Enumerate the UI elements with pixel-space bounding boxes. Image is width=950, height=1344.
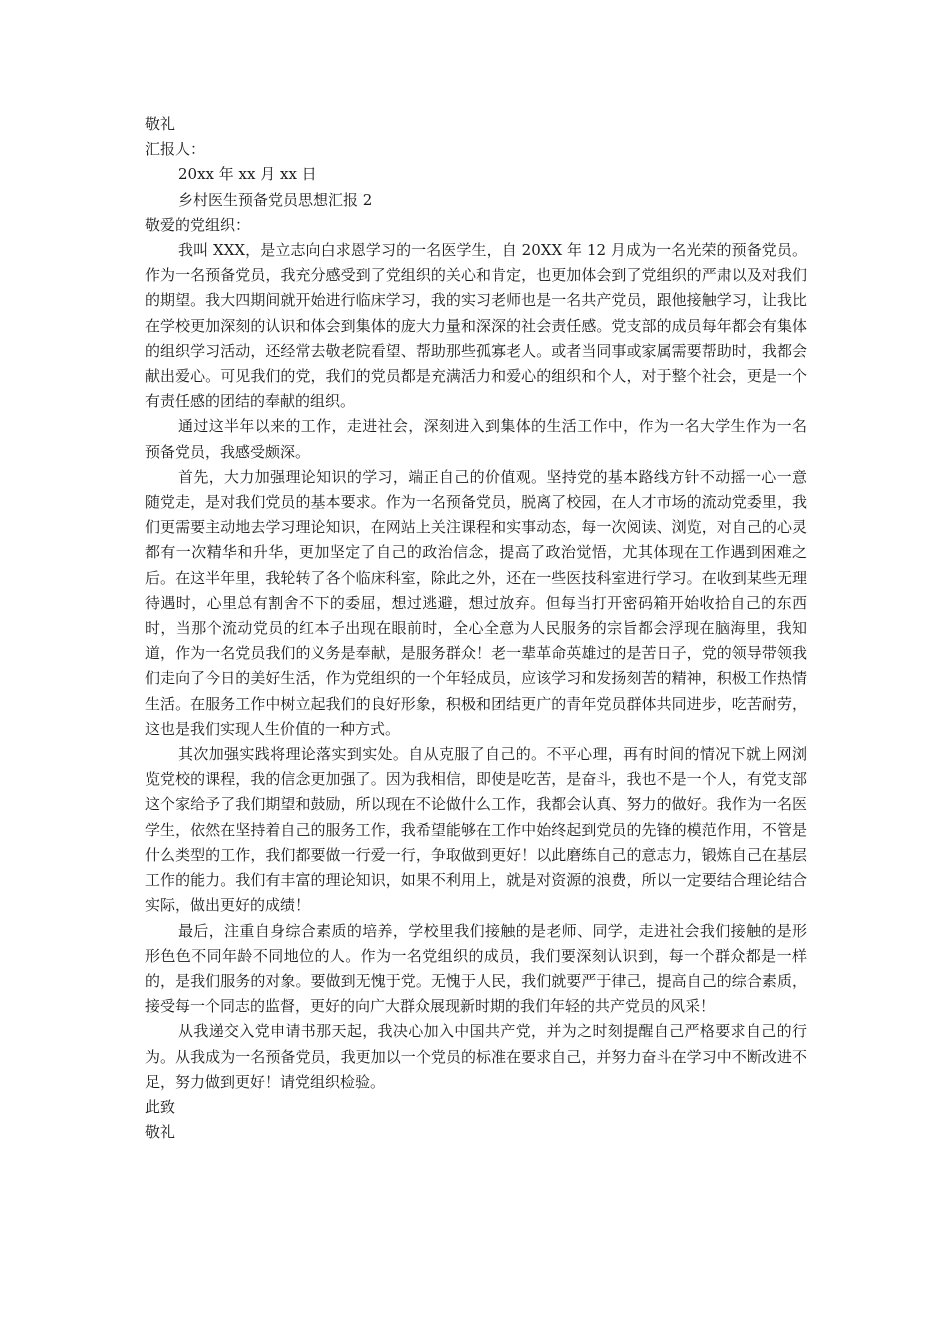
- paragraph-2: 通过这半年以来的工作，走进社会，深刻进入到集体的生活工作中，作为一名大学生作为一名预备党员，我感受颇深。: [145, 417, 807, 461]
- greeting: 敬爱的党组织：: [145, 215, 251, 234]
- paragraph-1: 我叫 XXX，是立志向白求恩学习的一名医学生，自 20XX 年 12 月成为一名光荣的预备党员。作为一名预备党员，我充分感受到了党组织的关心和肯定，也更加体会到了党组织的严肃以及对我们的期望。我大四期间就开始进行临床学习，我的实习老师也是一名共产党员，跟他接触学习，让我比在学校更加深刻的认识和体会到集体的庞大力量和深深的社会责任感。党支部的成员每年都会有集体的组织学习活动，还经常去敬老院看望、帮助那些孤寡老人。或者当同事或家属需要帮助时，我都会献出爱心。可见我们的党，我们的党员都是充满活力和爱心的组织和个人，对于整个社会，更是一个有责任感的团结的奉献的组织。: [145, 241, 807, 411]
- paragraph-4: 其次加强实践将理论落实到实处。自从克服了自己的。不平心理，再有时间的情况下就上网浏览党校的课程，我的信念更加强了。因为我相信，即使是吃苦，是奋斗，我也不是一个人，有党支部这个家给予了我们期望和鼓励，所以现在不论做什么工作，我都会认真、努力的做好。我作为一名医学生，依然在坚持着自己的服务工作，我希望能够在工作中始终起到党员的先锋的模范作用，不管是什么类型的工作，我们都要做一行爱一行，争取做到更好！以此磨练自己的意志力，锻炼自己在基层工作的能力。我们有丰富的理论知识，如果不利用上，就是对资源的浪费，所以一定要结合理论结合实际，做出更好的成绩！: [145, 745, 807, 915]
- closing-salute: 敬礼: [145, 1123, 176, 1142]
- paragraph-5: 最后，注重自身综合素质的培养，学校里我们接触的是老师、同学，走进社会我们接触的是形形色色不同年龄不同地位的人。作为一名党组织的成员，我们要深刻认识到，每一个群众都是一样的，是我们服务的对象。要做到无愧于党。无愧于人民，我们就要严于律己，提高自己的综合素质，接受每一个同志的监督，更好的向广大群众展现新时期的我们年轻的共产党员的风采！: [145, 921, 807, 1016]
- closing-ci-zhi: 此致: [145, 1097, 176, 1116]
- paragraph-6: 从我递交入党申请书那天起，我决心加入中国共产党，并为之时刻提醒自己严格要求自己的行为。从我成为一名预备党员，我更加以一个党员的标准在要求自己，并努力奋斗在学习中不断改进不足，努力做到更好！请党组织检验。: [145, 1022, 807, 1091]
- salute-top: 敬礼: [145, 115, 176, 133]
- document-title: 乡村医生预备党员思想汇报 2: [178, 190, 373, 209]
- paragraph-3: 首先，大力加强理论知识的学习，端正自己的价值观。坚持党的基本路线方针不动摇一心一意随党走，是对我们党员的基本要求。作为一名预备党员，脱离了校园，在人才市场的流动党委里，我们更需要主动地去学习理论知识，在网站上关注课程和实事动态，每一次阅读、浏览，对自己的心灵都有一次精华和升华，更加坚定了自己的政治信念，提高了政治觉悟，尤其体现在工作遇到困难之后。在这半年里，我轮转了各个临床科室，除此之外，还在一些医技科室进行学习。在收到某些无理待遇时，心里总有割舍不下的委屈，想过逃避，想过放弃。但每当打开密码箱开始收拾自己的东西时，当那个流动党员的红本子出现在眼前时，全心全意为人民服务的宗旨都会浮现在脑海里，我知道，作为一名党员我们的义务是奉献，是服务群众！老一辈革命英雄过的是苦日子，党的领导带领我们走向了今日的美好生活，作为党组织的一个年轻成员，应该学习和发扬刻苦的精神，积极工作热情生活。在服务工作中树立起我们的良好形象，积极和团结更广的青年党员群体共同进步，吃苦耐劳，这也是我们实现人生价值的一种方式。: [145, 467, 807, 738]
- report-date: 20xx 年 xx 月 xx 日: [178, 165, 317, 184]
- document-page: [145, 112, 807, 1145]
- reporter-label: 汇报人：: [145, 140, 206, 159]
